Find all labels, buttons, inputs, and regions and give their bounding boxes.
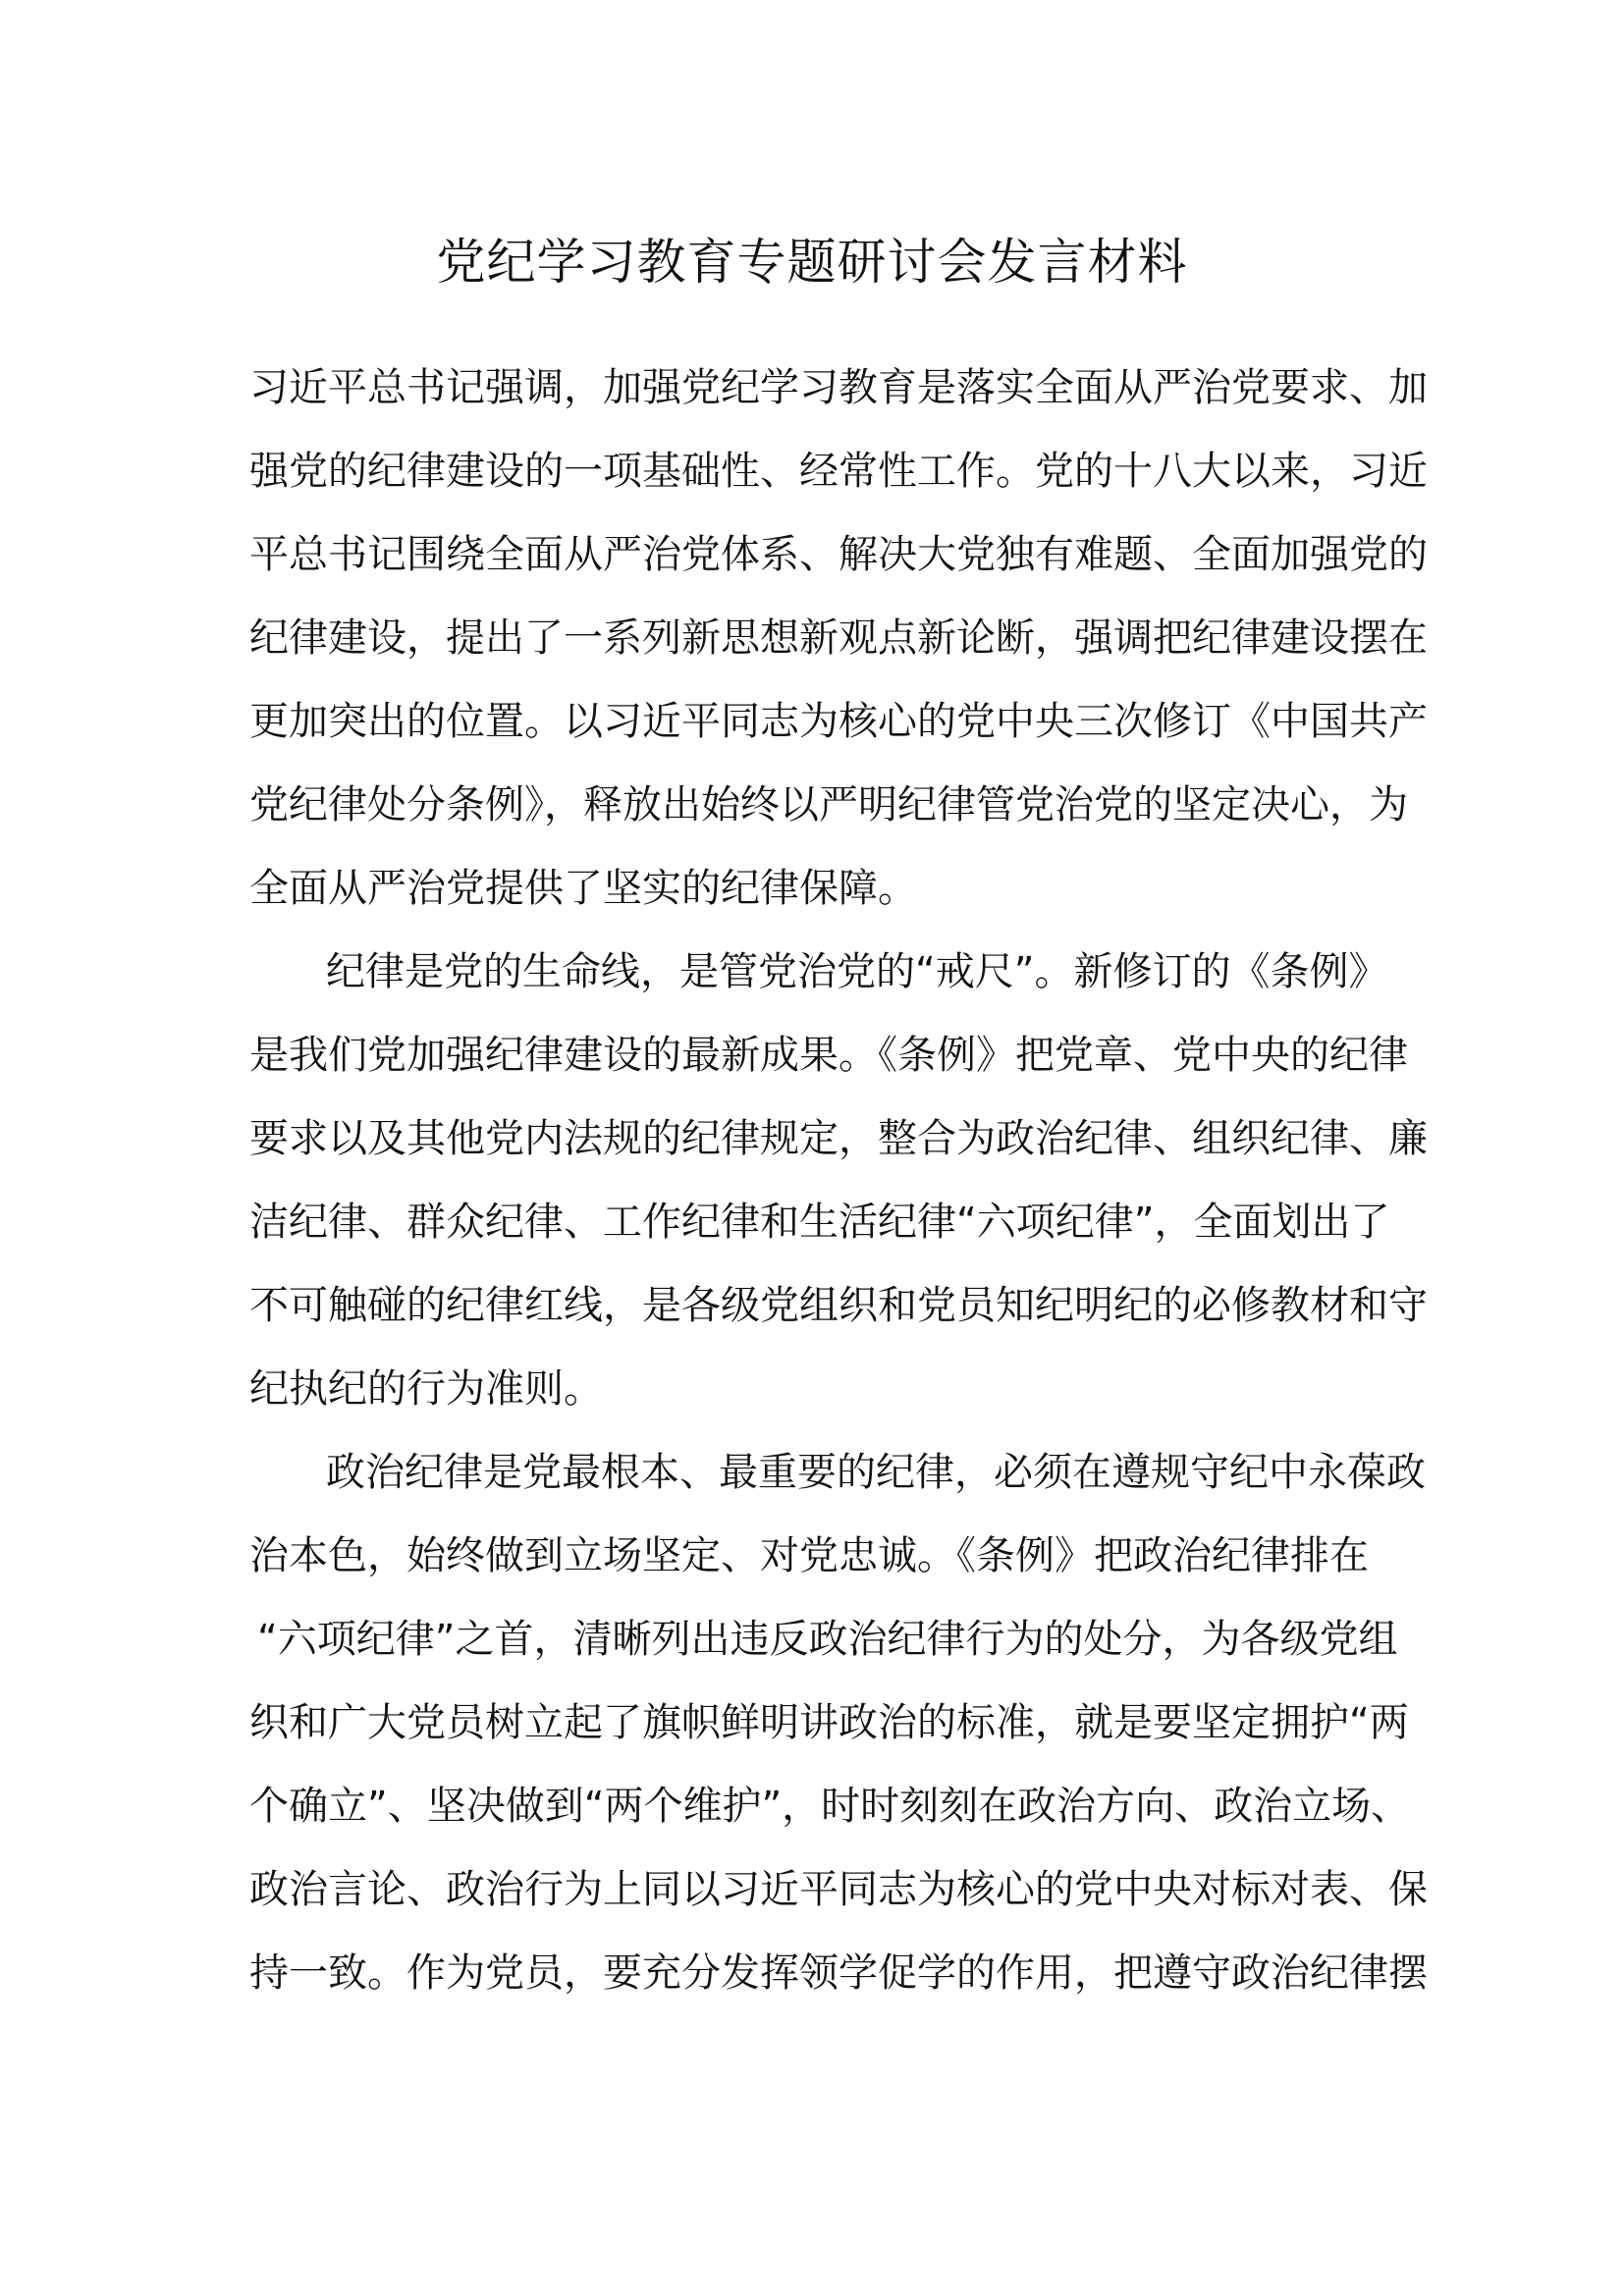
body-line: 平总书记围绕全面从严治党体系、解决大党独有难题、全面加强党的 xyxy=(249,532,1428,577)
document-title: 党纪学习教育专题研讨会发言材料 xyxy=(436,234,1188,291)
body-line: 政治言论、政治行为上同以习近平同志为核心的党中央对标对表、保 xyxy=(249,1867,1428,1912)
body-line: “六项纪律”之首，清晰列出违反政治纪律行为的处分，为各级党组 xyxy=(257,1617,1398,1662)
body-line: 全面从严治党提供了坚实的纪律保障。 xyxy=(249,866,917,911)
body-line: 要求以及其他党内法规的纪律规定，整合为政治纪律、组织纪律、廉 xyxy=(249,1116,1428,1161)
body-line: 习近平总书记强调，加强党纪学习教育是落实全面从严治党要求、加 xyxy=(249,365,1428,410)
body-line: 持一致。作为党员，要充分发挥领学促学的作用，把遵守政治纪律摆 xyxy=(249,1950,1428,1996)
paragraph-first-line: 政治纪律是党最根本、最重要的纪律，必须在遵规守纪中永葆政 xyxy=(326,1450,1426,1495)
body-line: 洁纪律、群众纪律、工作纪律和生活纪律“六项纪律”，全面划出了 xyxy=(249,1200,1390,1245)
body-line: 不可触碰的纪律红线，是各级党组织和党员知纪明纪的必修教材和守 xyxy=(249,1283,1428,1328)
body-line: 纪执纪的行为准则。 xyxy=(249,1366,603,1412)
body-line: 纪律建设，提出了一系列新思想新观点新论断，强调把纪律建设摆在 xyxy=(249,615,1428,661)
body-line: 党纪律处分条例》，释放出始终以严明纪律管党治党的坚定决心，为 xyxy=(249,782,1408,828)
body-line: 强党的纪律建设的一项基础性、经常性工作。党的十八大以来，习近 xyxy=(249,449,1428,494)
body-line: 个确立”、坚决做到“两个维护”，时时刻刻在政治方向、政治立场、 xyxy=(249,1784,1411,1829)
body-line: 治本色，始终做到立场坚定、对党忠诚。《条例》把政治纪律排在 xyxy=(249,1533,1369,1578)
paragraph-first-line: 纪律是党的生命线，是管党治党的“戒尺”。新修订的《条例》 xyxy=(326,949,1388,994)
body-line: 更加突出的位置。以习近平同志为核心的党中央三次修订《中国共产 xyxy=(249,699,1428,744)
body-line: 是我们党加强纪律建设的最新成果。《条例》把党章、党中央的纪律 xyxy=(249,1033,1408,1078)
body-line: 织和广大党员树立起了旗帜鲜明讲政治的标准，就是要坚定拥护“两 xyxy=(249,1700,1409,1745)
